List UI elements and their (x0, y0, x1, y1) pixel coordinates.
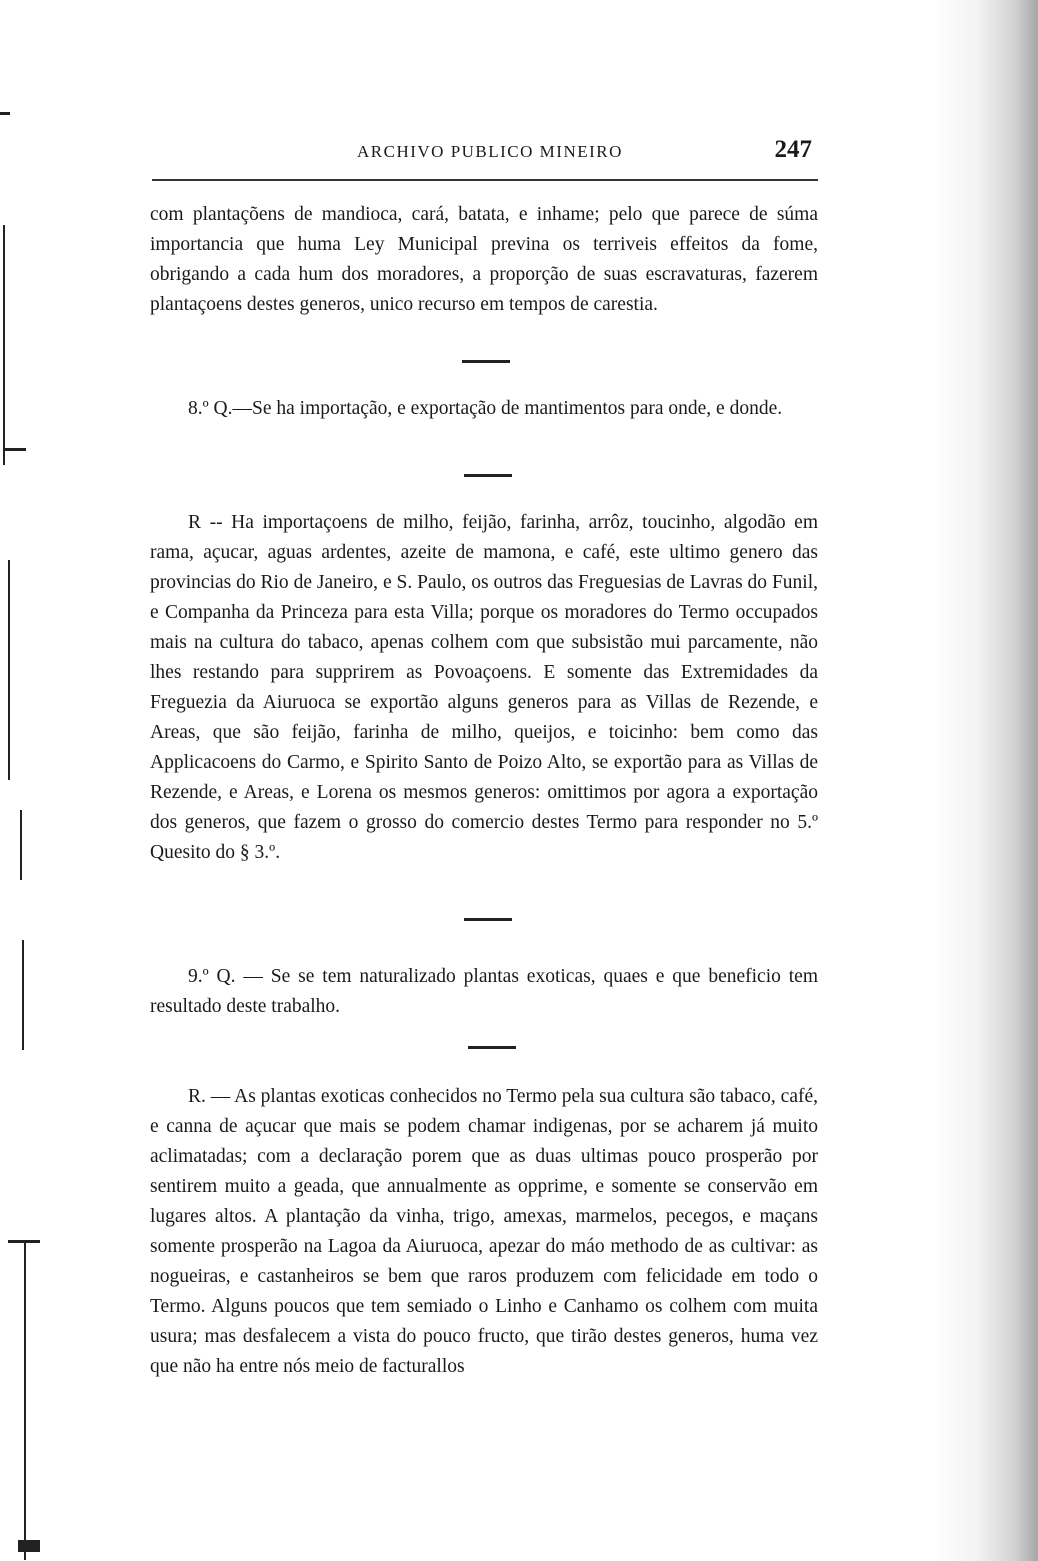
paragraph-1: com plantaçõens de mandioca, cará, batata, e inhame; pelo que parece de súma importancia que huma Ley Municipal previna os terriveis effeitos da fome, obrigando a cada hum dos moradores, a proporção de suas escravaturas, fazerem plantaçoens destes generos, unico recurso em tempos de carestia. (150, 204, 818, 315)
section-separator (464, 474, 512, 477)
running-title: ARCHIVO PUBLICO MINEIRO (357, 142, 623, 161)
page-header (152, 138, 818, 168)
scan-left-edge (0, 0, 40, 1561)
section-separator (468, 1046, 516, 1049)
paragraph-question-9: 9.º Q. — Se se tem naturalizado plantas exoticas, quaes e que beneficio tem resultado deste trabalho. (150, 966, 818, 1017)
page-number: 247 (774, 136, 812, 163)
paragraph-answer-9: R. — As plantas exoticas conhecidos no Termo pela sua cultura são tabaco, café, e canna de açucar que mais se podem chamar indigenas, por se acharem já muito aclimatadas; com a declaração porem que as duas ultimas pouco prosperão por sentirem muito a geada, que annualmente as opprime, e somente se conservão em lugares altos. A plantação da vinha, trigo, amexas, marmelos, pecegos, e maçans somente prosperão na Lagoa da Aiuruoca, apezar do máo methodo de as cultivar: as nogueiras, e castanheiros se bem que raros produzem com felicidade em todo o Termo. Alguns poucos que tem semiado o Linho e Canhamo os colhem com muita usura; mas desfalecem a vista do pouco fructo, que tirão destes generos, huma vez que não ha entre nós meio de facturallos (150, 1086, 818, 1377)
paragraph-question-8: 8.º Q.—Se ha importação, e exportação de mantimentos para onde, e donde. (188, 398, 783, 419)
scan-right-edge (978, 0, 1038, 1561)
paragraph-answer-8: R -- Ha importaçoens de milho, feijão, farinha, arrôz, toucinho, algodão em rama, açucar, aguas ardentes, azeite de mamona, e café, este ultimo genero das provincias do Rio de Janeiro, e S. Paulo, os outros das Freguesias de Lavras do Funil, e Companha da Princeza para esta Villa; porque os moradores do Termo occupados mais na cultura do tabaco, apenas colhem com que subsistão mui parcamente, não lhes restando para supprirem as Povoaçoens. E somente das Extremidades da Freguezia da Aiuruoca se exportão alguns generos para as Villas de Rezende, e Areas, que são feijão, farinha de milho, queijos, e toicinho: bem como das Applicacoens do Carmo, e Spirito Santo de Poizo Alto, se exportão para as Villas de Rezende, e Areas, e Lorena os mesmos generos: omittimos por agora a exportação dos generos, que fazem o grosso do comercio destes Termo para responder no 5.º Quesito do § 3.º. (150, 512, 818, 863)
header-rule (152, 179, 818, 181)
section-separator (462, 360, 510, 363)
section-separator (464, 918, 512, 921)
